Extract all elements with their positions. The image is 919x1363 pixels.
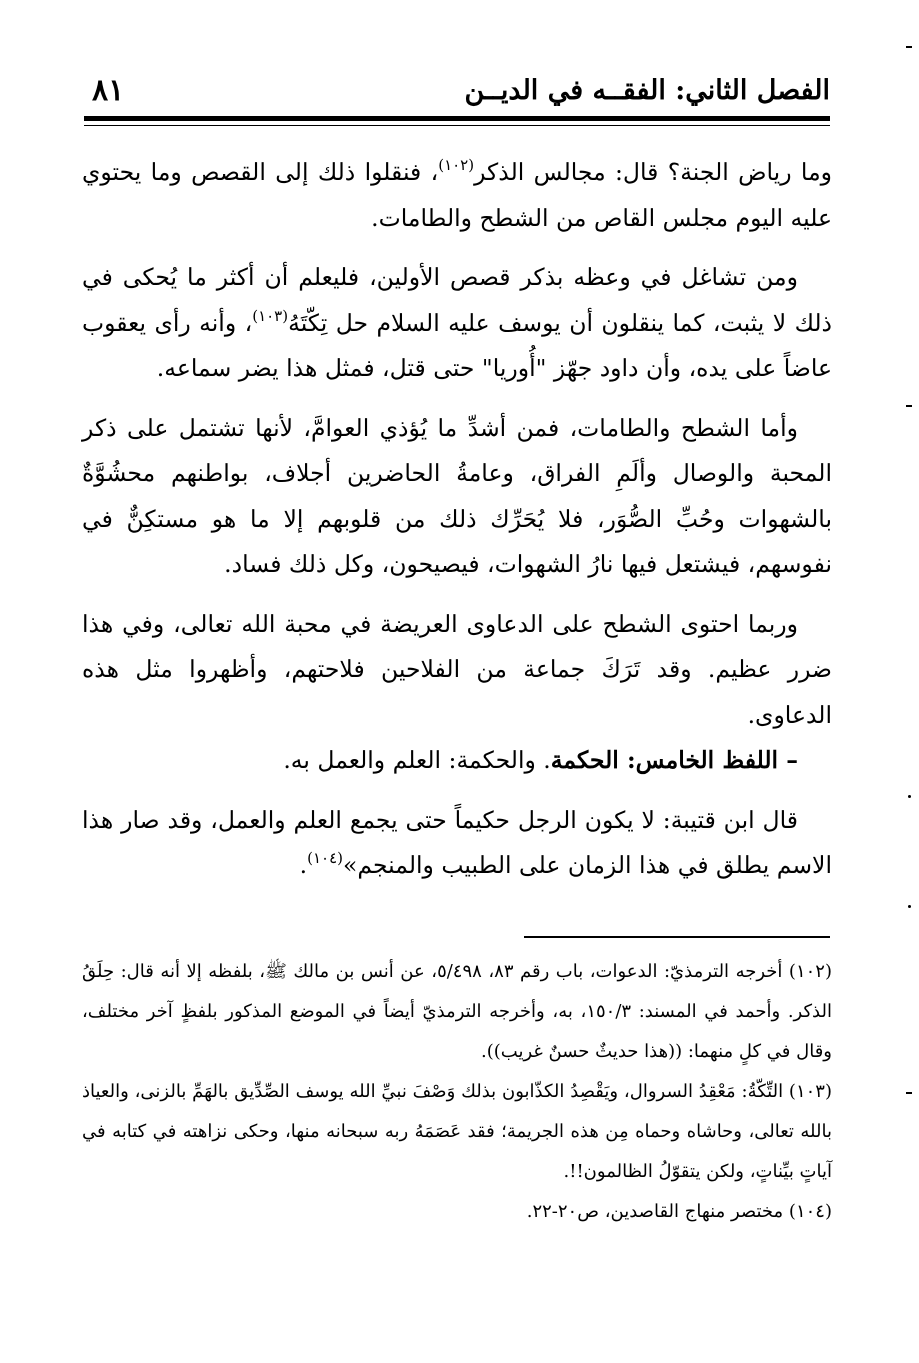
paragraph-2-text-b: ، وأنه رأى يعقوب عاضاً على يده، وأن داود جهّز "أُوريا" حتى قتل، فمثل هذا يضر سماعه. bbox=[82, 308, 832, 382]
footnote-ref-103[interactable]: (١٠٣) bbox=[252, 306, 289, 325]
paragraph-5 bbox=[82, 738, 832, 784]
header-rule-thin bbox=[84, 125, 830, 126]
paragraph-3: وأما الشطح والطامات، فمن أشدِّ ما يُؤذي العوامَّ، لأنها تشتمل على ذكر المحبة والوصال وألَمِ الفراق، وعامةُ الحاضرين أجلاف، بواطنهم محشُوَّةٌ بالشهوات وحُبِّ الصُّوَر، فلا يُحَرِّك ذلك من قلوبهم إلا ما هو مستكِنٌّ في نفوسهم، فيشتعل فيها نارُ الشهوات، فيصيحون، وكل ذلك فساد. bbox=[82, 413, 832, 578]
paragraph-1-text-b: ، فنقلوا ذلك إلى القصص وما يحتوي عليه اليوم مجلس القاص من الشطح والطامات. bbox=[82, 158, 832, 232]
paragraph-2 bbox=[82, 255, 832, 392]
paragraph-1-text-a: وما رياض الجنة؟ قال: مجالس الذكر bbox=[474, 158, 832, 186]
paragraph-6 bbox=[82, 798, 832, 889]
footnote-104 bbox=[82, 1192, 832, 1232]
header-rule-thick bbox=[84, 116, 830, 121]
footnote-102 bbox=[82, 952, 832, 1072]
chapter-title: الفصل الثاني: الفقــه في الديــن bbox=[464, 75, 830, 106]
margin-mark bbox=[906, 1092, 912, 1094]
footnote-104-text: مختصر منهاج القاصدين، ص٢٠-٢٢. bbox=[526, 1201, 784, 1222]
footnote-ref-102[interactable]: (١٠٢) bbox=[438, 156, 475, 174]
footnotes bbox=[82, 952, 832, 1232]
paragraph-1 bbox=[82, 150, 832, 241]
margin-mark bbox=[906, 405, 912, 407]
main-text bbox=[82, 150, 832, 903]
paragraph-4: وربما احتوى الشطح على الدعاوى العريضة في محبة الله تعالى، وفي هذا ضرر عظيم. وقد تَرَكَ جماعة من الفلاحين فلاحتهم، وأظهروا مثل هذه الدعاوى. bbox=[82, 609, 832, 729]
footnote-103 bbox=[82, 1072, 832, 1192]
margin-dot bbox=[908, 905, 911, 908]
footnote-104-number: (١٠٤) bbox=[788, 1201, 832, 1222]
footnote-103-text: التِّكّةُ: مَعْقِدُ السروال، ويَقْصِدُ الكذّابون بذلك وَصْفَ نبيِّ الله يوسف الصِّدِّيق بالهَمِّ بالزنى، والعياذ بالله تعالى، وحاشاه وحماه مِن هذه الجريمة؛ فقد عَصَمَهُ ربه سبحانه منها، وحكى نزاهته في كتابه في آياتٍ بيِّناتٍ، ولكن يتقوّلُ الظالمون!!. bbox=[82, 1081, 832, 1182]
paragraph-5-text: . والحكمة: العلم والعمل به. bbox=[283, 746, 551, 774]
page-number: ٨١ bbox=[92, 73, 125, 108]
term-heading-wisdom: – اللفظ الخامس: الحكمة bbox=[550, 746, 798, 774]
margin-dot bbox=[908, 795, 911, 798]
page-header bbox=[84, 66, 830, 116]
paragraph-2-text-a: ومن تشاغل في وعظه بذكر قصص الأولين، فليعلم أن أكثر ما يُحكى في ذلك لا يثبت، كما ينقلون أن يوسف عليه السلام حل تِكّتَهُ bbox=[82, 263, 833, 337]
margin-mark bbox=[906, 46, 912, 48]
footnote-ref-104[interactable]: (١٠٤) bbox=[307, 849, 343, 867]
footnote-102-number: (١٠٢) bbox=[788, 961, 832, 982]
footnote-103-number: (١٠٣) bbox=[788, 1081, 832, 1102]
paragraph-6-text-b: . bbox=[299, 851, 308, 879]
footnote-separator bbox=[524, 936, 830, 938]
footnote-102-text: أخرجه الترمذيّ: الدعوات، باب رقم ٨٣، ٥/٤٩٨، عن أنس بن مالك ﷺ، بلفظه إلا أنه قال: حِلَقُ الذكر. وأحمد في المسند: ١٥٠/٣، به، وأخرجه الترمذيّ أيضاً في الموضع المذكور بلفظٍ آخر مختلف، وقال في كلٍ منهما: ((هذا حديثٌ حسنٌ غريب)). bbox=[82, 961, 832, 1062]
paragraph-6-text-a: قال ابن قتيبة: لا يكون الرجل حكيماً حتى يجمع العلم والعمل، وقد صار هذا الاسم يطلق في هذا الزمان على الطبيب والمنجم» bbox=[82, 805, 832, 879]
